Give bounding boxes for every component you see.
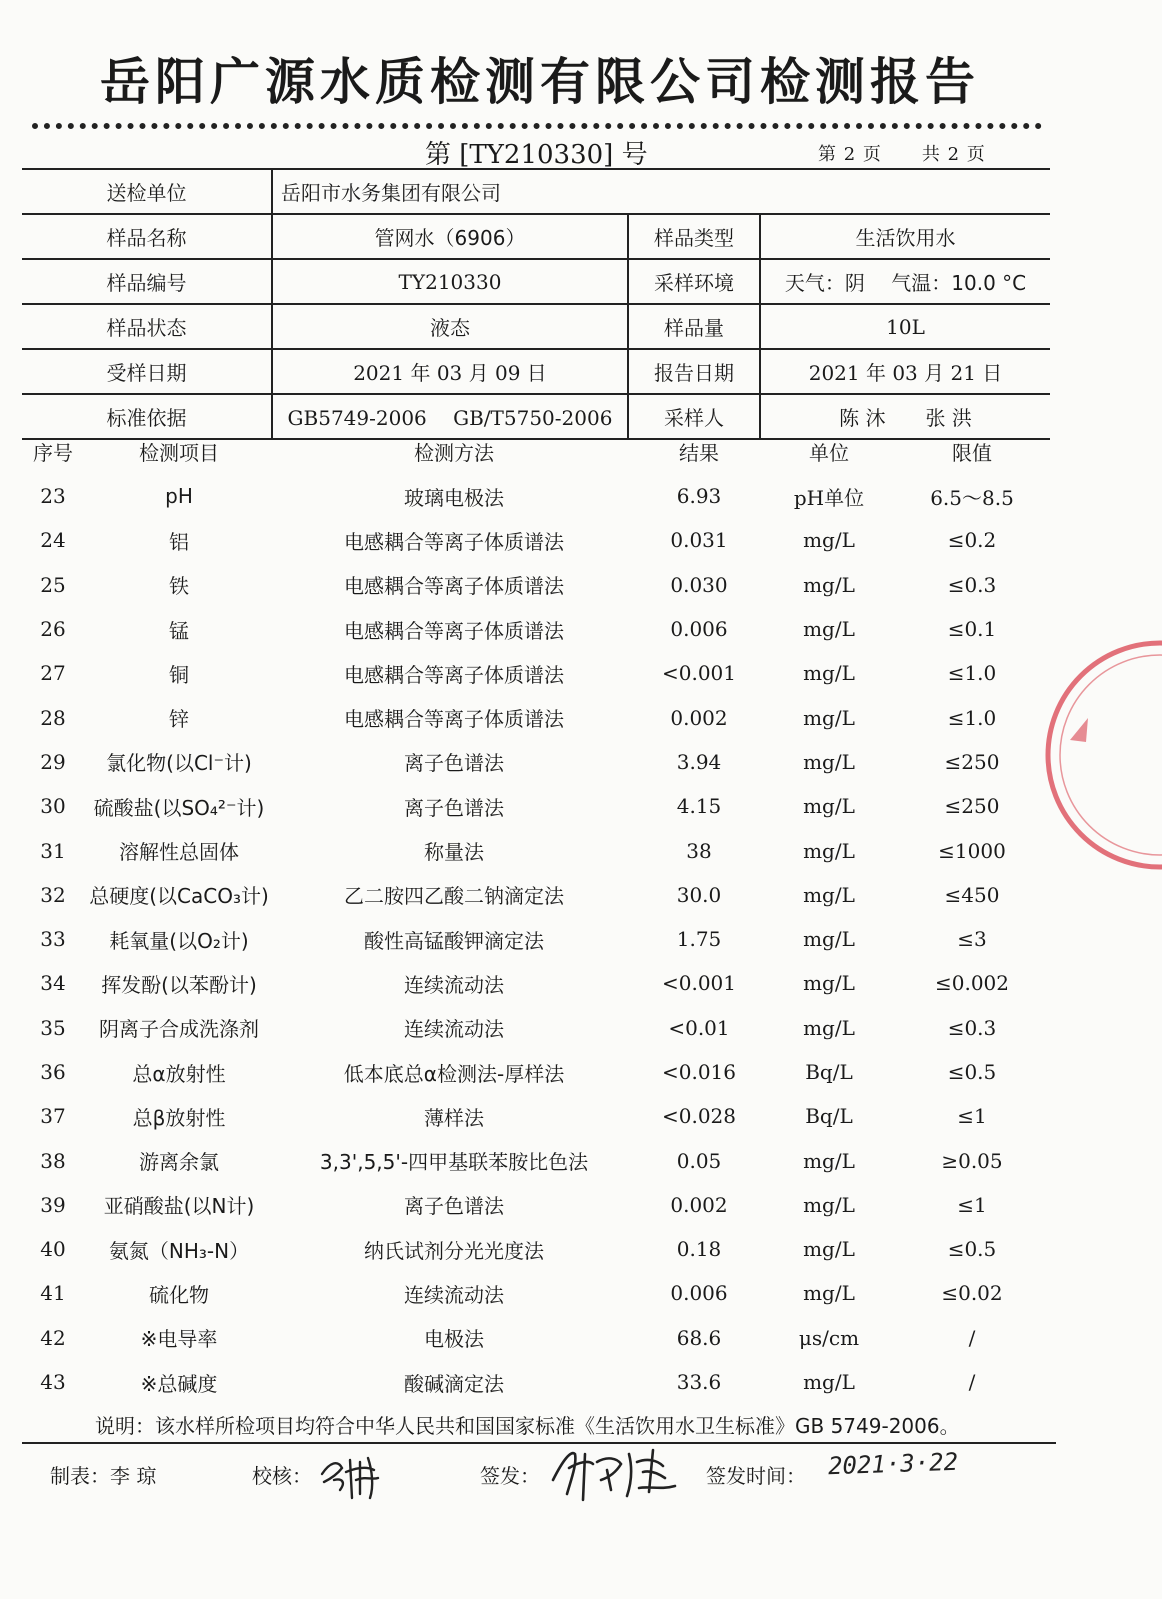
result-row: [22, 1360, 1050, 1404]
test-item: 亚硝酸盐(以N计): [103, 1194, 255, 1219]
footer-divider: [22, 1442, 1056, 1444]
test-unit: mg/L: [803, 971, 855, 996]
results-body: [22, 474, 1050, 1404]
test-unit: pH单位: [793, 485, 865, 510]
client-value: 岳阳市水务集团有限公司: [272, 169, 1050, 214]
result-row: [22, 607, 1050, 651]
issue-time-label: 签发时间：: [706, 1464, 806, 1488]
report-date-value: 2021 年 03 月 21 日: [760, 349, 1050, 394]
test-item: 挥发酚(以苯酚计): [101, 972, 257, 997]
test-limit: ≤0.3: [947, 572, 997, 597]
test-limit: /: [968, 1370, 976, 1395]
test-method: 电感耦合等离子体质谱法: [344, 574, 564, 599]
test-result: 4.15: [676, 794, 722, 819]
test-limit: ≤1000: [938, 838, 1006, 863]
results-header-row: [22, 428, 1050, 474]
row-number: 30: [40, 794, 66, 819]
test-unit: mg/L: [803, 1015, 855, 1040]
result-row: [22, 1050, 1050, 1094]
test-item: 硫化物: [149, 1282, 209, 1307]
test-limit: ≤1.0: [947, 661, 997, 686]
test-item: ※电导率: [140, 1327, 218, 1352]
company-seal: [1040, 630, 1162, 880]
row-number: 31: [40, 838, 66, 863]
test-limit: ≤450: [944, 882, 1000, 907]
test-item: 锌: [169, 707, 189, 732]
test-result: 68.6: [676, 1325, 722, 1350]
test-result: 0.006: [670, 617, 728, 642]
test-unit: mg/L: [803, 1281, 855, 1306]
test-method: 酸碱滴定法: [404, 1371, 504, 1396]
test-result: 33.6: [676, 1370, 722, 1395]
row-number: 35: [40, 1015, 66, 1040]
test-result: 6.93: [676, 484, 722, 509]
test-item: 耗氧量(以O₂计): [109, 928, 249, 953]
row-number: 27: [40, 661, 66, 686]
info-row-state: [22, 304, 1050, 349]
row-number: 26: [40, 617, 66, 642]
header-item: 检测项目: [139, 440, 219, 465]
test-item: 总α放射性: [132, 1061, 226, 1086]
test-method: 电感耦合等离子体质谱法: [344, 529, 564, 554]
test-method: 3,3',5,5'-四甲基联苯胺比色法: [319, 1150, 589, 1175]
test-method: 连续流动法: [404, 1017, 504, 1042]
test-limit: ≥0.05: [941, 1148, 1003, 1173]
result-row: [22, 961, 1050, 1005]
quantity-value: 10L: [760, 304, 1050, 349]
test-unit: mg/L: [803, 882, 855, 907]
test-method: 电感耦合等离子体质谱法: [344, 618, 564, 643]
test-item: 氨氮（NH₃-N）: [108, 1238, 250, 1263]
issued-by-label: 签发：: [480, 1464, 540, 1488]
row-number: 29: [40, 749, 66, 774]
test-method: 低本底总α检测法-厚样法: [343, 1061, 565, 1086]
test-limit: ≤1.0: [947, 705, 997, 730]
test-result: 0.030: [670, 572, 728, 597]
test-limit: ≤0.1: [947, 617, 997, 642]
title-dotted-divider: [32, 123, 1042, 129]
env-value: 天气：阴 气温：10.0 °C: [760, 259, 1050, 304]
test-unit: mg/L: [803, 528, 855, 553]
header-method: 检测方法: [414, 440, 494, 465]
test-result: 0.002: [670, 1192, 728, 1217]
test-limit: ≤0.02: [941, 1281, 1003, 1306]
test-item: 总硬度(以CaCO₃计): [89, 884, 269, 909]
test-item: 氯化物(以Cl⁻计): [106, 751, 252, 776]
test-limit: ≤250: [944, 794, 1000, 819]
row-number: 39: [40, 1192, 66, 1217]
sample-no-value: TY210330: [272, 259, 628, 304]
test-unit: mg/L: [803, 1192, 855, 1217]
test-result: 0.002: [670, 705, 728, 730]
test-result: 0.05: [676, 1148, 722, 1173]
test-method: 乙二胺四乙酸二钠滴定法: [344, 884, 564, 909]
quantity-label: 样品量: [628, 304, 760, 349]
result-row: [22, 1316, 1050, 1360]
sample-name-label: 样品名称: [22, 214, 272, 259]
test-limit: ≤3: [957, 927, 987, 952]
result-row: [22, 1138, 1050, 1182]
result-row: [22, 828, 1050, 872]
test-method: 电极法: [424, 1327, 484, 1352]
test-result: <0.01: [668, 1015, 730, 1040]
test-method: 酸性高锰酸钾滴定法: [364, 928, 544, 953]
test-limit: ≤1: [957, 1192, 987, 1217]
test-unit: mg/L: [803, 617, 855, 642]
result-row: [22, 1183, 1050, 1227]
issuer-signature: [545, 1440, 685, 1504]
sampler-label: 采样人: [628, 394, 760, 439]
receive-date-value: 2021 年 03 月 09 日: [272, 349, 628, 394]
test-result: 38: [686, 838, 712, 863]
sample-type-value: 生活饮用水: [760, 214, 1050, 259]
test-item: 铝: [169, 529, 189, 554]
header-result: 结果: [679, 440, 719, 465]
row-number: 33: [40, 927, 66, 952]
header-unit: 单位: [809, 440, 849, 465]
test-unit: mg/L: [803, 705, 855, 730]
row-number: 28: [40, 705, 66, 730]
test-method: 玻璃电极法: [404, 485, 504, 510]
header-no: 序号: [33, 440, 73, 465]
client-label: 送检单位: [22, 169, 272, 214]
sampler-value: 陈 沐 张 洪: [760, 394, 1050, 439]
header-limit: 限值: [952, 440, 992, 465]
test-unit: mg/L: [803, 749, 855, 774]
result-row: [22, 651, 1050, 695]
test-item: 游离余氯: [139, 1150, 219, 1175]
test-unit: mg/L: [803, 927, 855, 952]
test-method: 纳氏试剂分光光度法: [364, 1238, 544, 1263]
test-result: <0.016: [661, 1060, 736, 1084]
report-date-label: 报告日期: [628, 349, 760, 394]
page-current: 第 2 页: [818, 144, 882, 165]
row-number: 38: [40, 1148, 66, 1173]
row-number: 37: [40, 1104, 66, 1129]
test-method: 电感耦合等离子体质谱法: [344, 662, 564, 687]
result-row: [22, 740, 1050, 784]
test-result: 0.18: [676, 1237, 722, 1262]
row-number: 41: [40, 1281, 66, 1306]
result-row: [22, 917, 1050, 961]
test-limit: ≤0.5: [947, 1060, 997, 1084]
test-method: 离子色谱法: [404, 1194, 504, 1219]
test-method: 连续流动法: [404, 1282, 504, 1307]
row-number: 34: [40, 971, 66, 996]
result-row: [22, 873, 1050, 917]
test-item: 铜: [169, 662, 189, 687]
page-indicator: [818, 140, 986, 166]
checker-signature: [316, 1450, 386, 1502]
result-row: [22, 518, 1050, 562]
row-number: 32: [40, 882, 66, 907]
test-unit: mg/L: [803, 1370, 855, 1395]
test-result: <0.028: [661, 1104, 736, 1129]
result-row: [22, 474, 1050, 518]
test-result: <0.001: [661, 971, 736, 996]
info-row-name: [22, 214, 1050, 259]
test-item: pH: [165, 484, 193, 509]
test-item: 铁: [169, 574, 189, 599]
test-limit: /: [968, 1325, 976, 1350]
test-limit: ≤0.2: [947, 528, 997, 553]
row-number: 43: [40, 1370, 66, 1395]
test-method: 电感耦合等离子体质谱法: [344, 707, 564, 732]
test-method: 薄样法: [424, 1105, 484, 1130]
result-row: [22, 1094, 1050, 1138]
test-unit: mg/L: [803, 1148, 855, 1173]
test-limit: ≤250: [944, 749, 1000, 774]
result-row: [22, 563, 1050, 607]
test-result: 1.75: [676, 927, 722, 952]
test-limit: ≤0.002: [934, 971, 1009, 996]
row-number: 23: [40, 484, 66, 509]
prepared-by: 制表：李 琼: [50, 1464, 157, 1488]
page-total: 共 2 页: [921, 144, 986, 165]
test-item: 溶解性总固体: [119, 840, 239, 865]
test-unit: Bq/L: [805, 1060, 853, 1084]
results-table: [22, 428, 1050, 1404]
test-limit: 6.5～8.5: [930, 485, 1014, 510]
sample-no-label: 样品编号: [22, 259, 272, 304]
sample-info-table: [22, 168, 1050, 440]
env-label: 采样环境: [628, 259, 760, 304]
result-row: [22, 784, 1050, 828]
receive-date-label: 受样日期: [22, 349, 272, 394]
report-number: 第 [TY210330] 号: [425, 140, 648, 170]
standard-value: GB5749-2006 GB/T5750-2006: [272, 394, 628, 439]
test-result: <0.001: [661, 661, 736, 686]
test-result: 30.0: [676, 882, 722, 907]
conclusion-note: 说明：该水样所检项目均符合中华人民共和国国家标准《生活饮用水卫生标准》GB 5749-2006。: [95, 1414, 960, 1438]
report-title: 岳阳广源水质检测有限公司检测报告: [100, 53, 980, 111]
test-method: 离子色谱法: [404, 751, 504, 776]
info-row-number: [22, 259, 1050, 304]
test-method: 连续流动法: [404, 972, 504, 997]
test-item: 锰: [169, 618, 189, 643]
issue-date-handwritten: 2021·3·22: [827, 1447, 959, 1481]
result-row: [22, 1006, 1050, 1050]
checked-by-label: 校核：: [252, 1464, 312, 1488]
test-limit: ≤0.3: [947, 1015, 997, 1040]
test-limit: ≤1: [957, 1104, 987, 1129]
result-row: [22, 1271, 1050, 1315]
row-number: 42: [40, 1325, 66, 1350]
test-item: 阴离子合成洗涤剂: [99, 1017, 259, 1042]
result-row: [22, 1227, 1050, 1271]
row-number: 25: [40, 572, 66, 597]
state-value: 液态: [272, 304, 628, 349]
test-unit: mg/L: [803, 661, 855, 686]
test-result: 3.94: [676, 749, 722, 774]
test-unit: μs/cm: [798, 1325, 860, 1350]
sample-type-label: 样品类型: [628, 214, 760, 259]
test-unit: mg/L: [803, 838, 855, 863]
test-method: 称量法: [424, 840, 484, 865]
test-unit: mg/L: [803, 794, 855, 819]
row-number: 36: [40, 1060, 66, 1084]
test-item: 硫酸盐(以SO₄²⁻计): [93, 795, 265, 820]
test-unit: Bq/L: [805, 1104, 853, 1129]
test-item: ※总碱度: [140, 1371, 218, 1396]
info-row-dates: [22, 349, 1050, 394]
standard-label: 标准依据: [22, 394, 272, 439]
row-number: 40: [40, 1237, 66, 1262]
test-result: 0.031: [670, 528, 728, 553]
sample-name-value: 管网水（6906）: [272, 214, 628, 259]
result-row: [22, 695, 1050, 739]
test-method: 离子色谱法: [404, 795, 504, 820]
test-unit: mg/L: [803, 572, 855, 597]
row-number: 24: [40, 528, 66, 553]
info-row-client: [22, 169, 1050, 214]
test-unit: mg/L: [803, 1237, 855, 1262]
test-limit: ≤0.5: [947, 1237, 997, 1262]
test-result: 0.006: [670, 1281, 728, 1306]
test-item: 总β放射性: [132, 1105, 226, 1130]
state-label: 样品状态: [22, 304, 272, 349]
